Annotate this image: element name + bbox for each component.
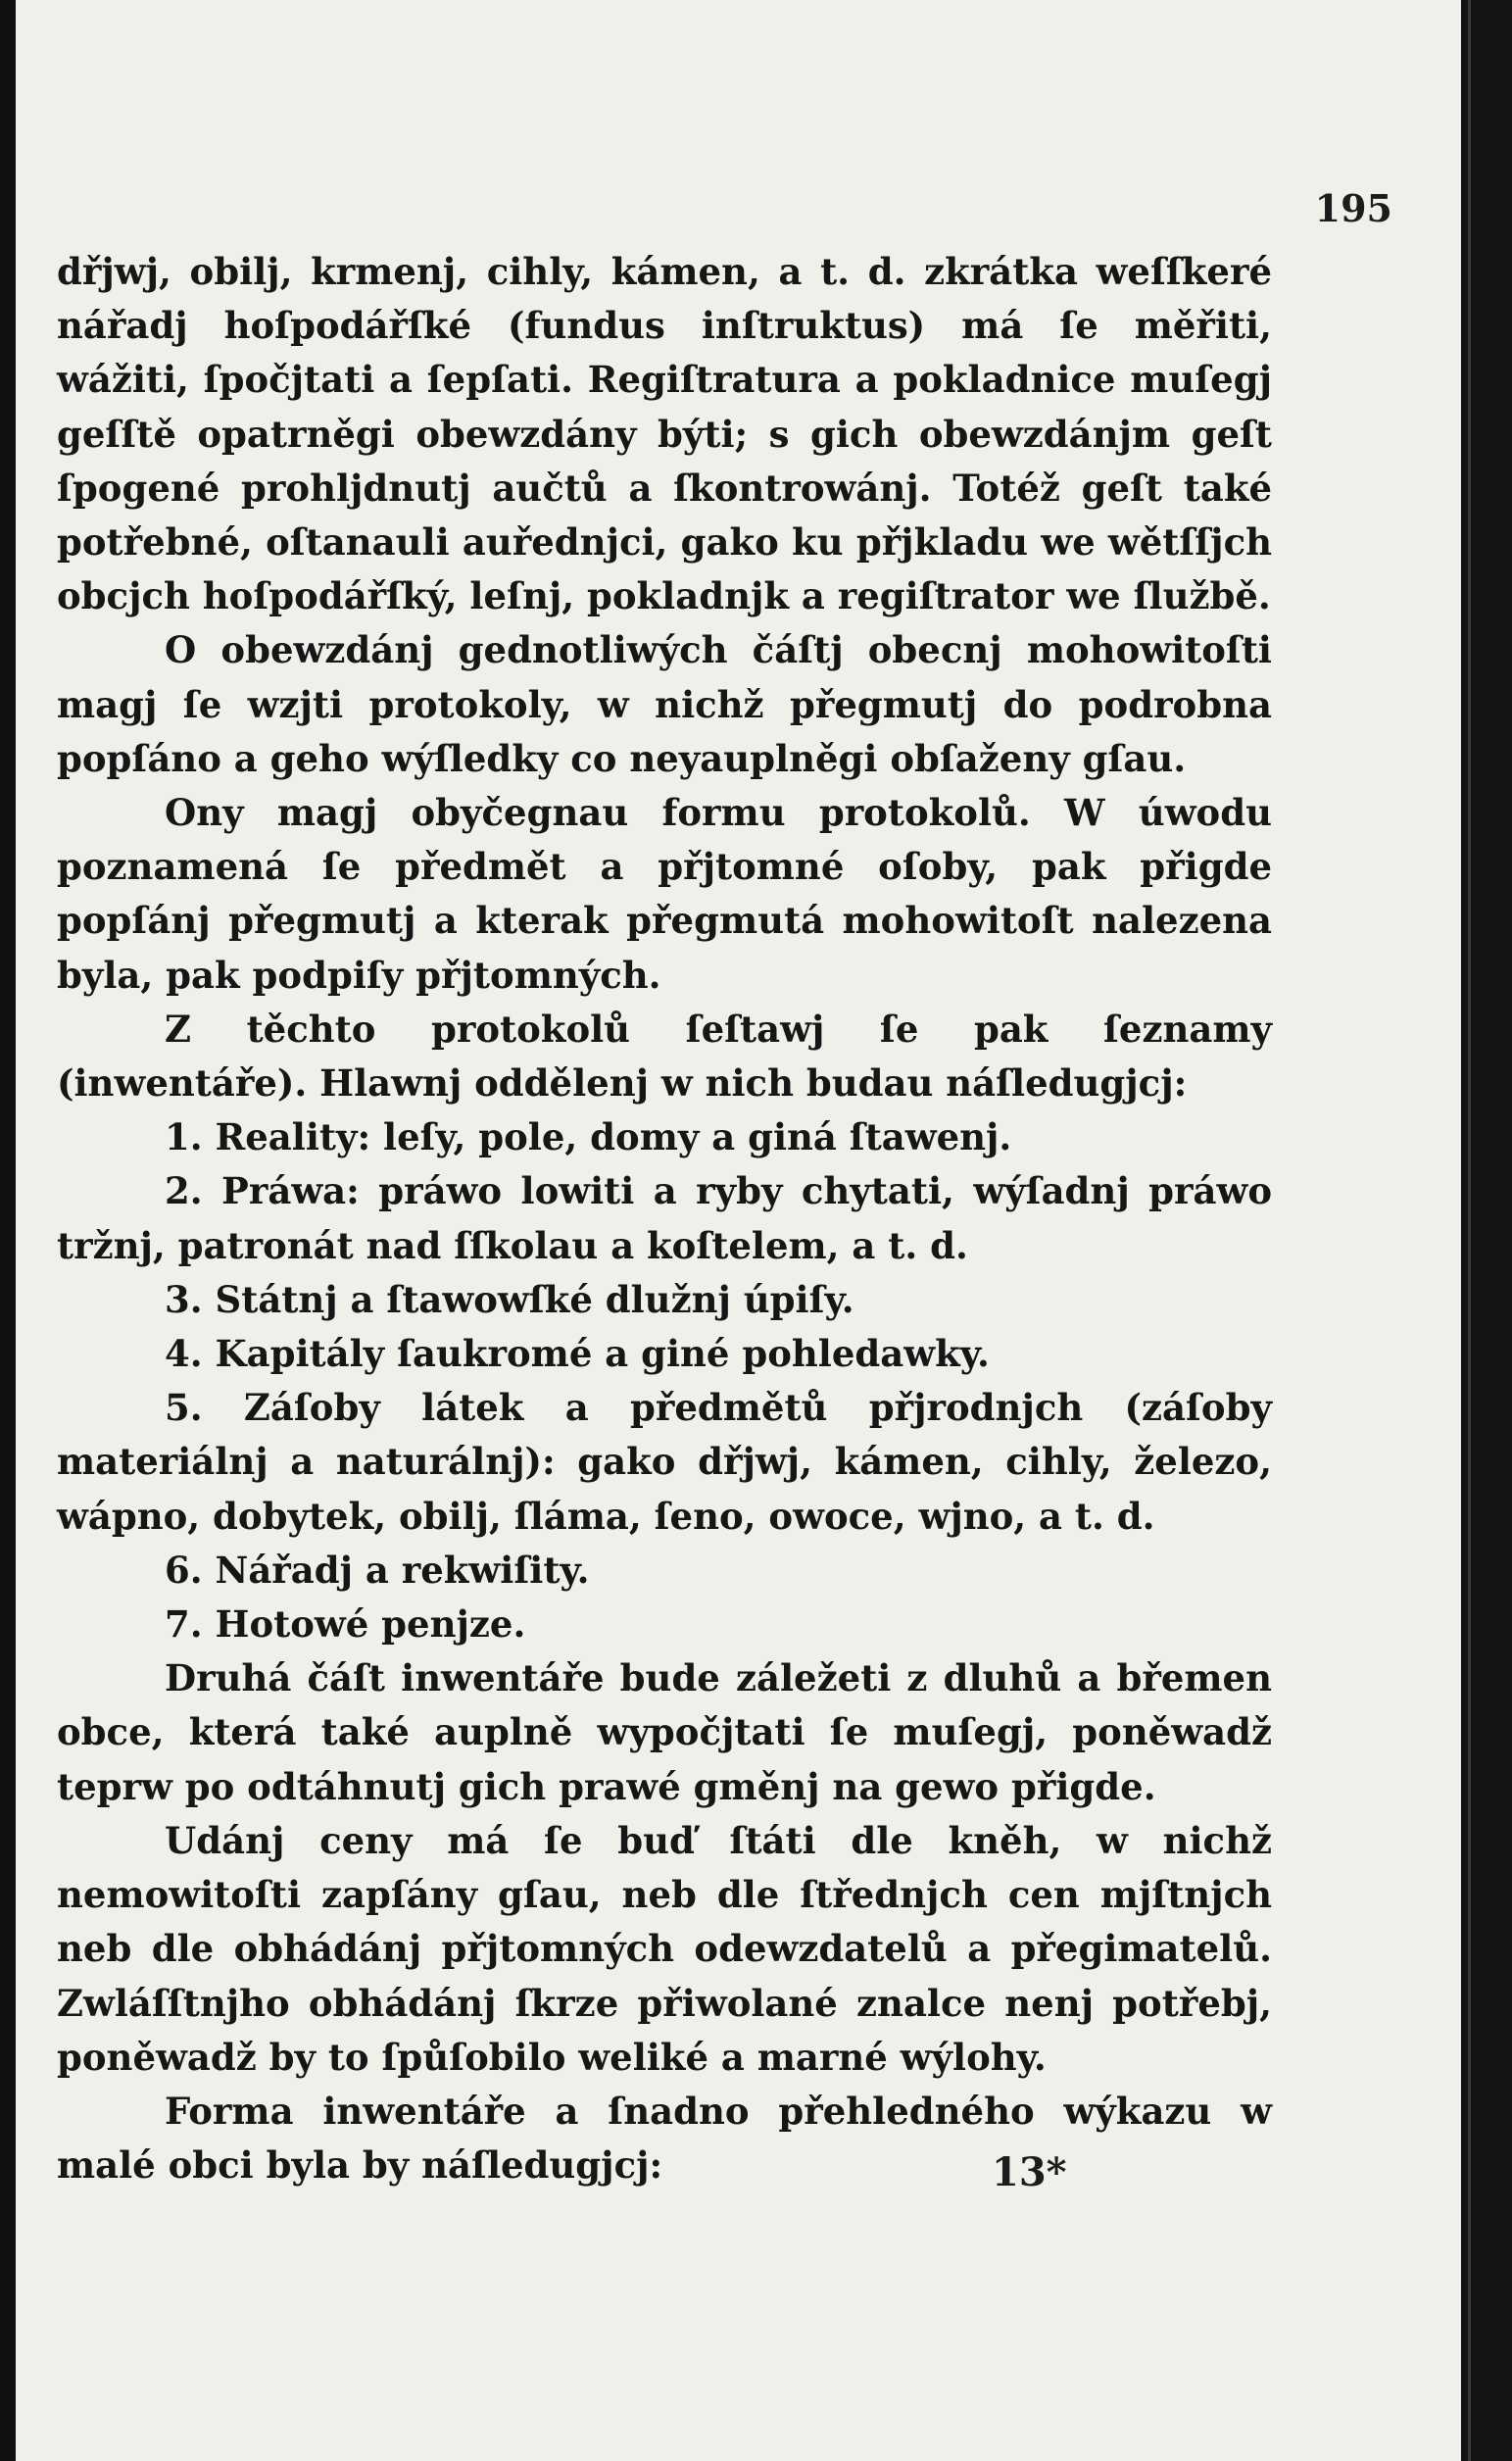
list-item-realty: 1. Reality: leſy, pole, domy a giná ſtawenj. [165,1115,1012,1159]
scan-left-edge [0,0,16,2461]
body-text [57,245,1272,2192]
paragraph-inventory-sections: Z těchto protokolů ſeſtawj ſe pak ſeznamy (inwentáře). Hlawnj oddělenj w nich budau náſledugjcj: [57,1007,1272,1106]
paragraph-inventory-tools: dřjwj, obilj, krmenj, cihly, kámen, a t. d. zkrátka weſſkeré nářadj hoſpodářſké (fundus inſtruktus) má ſe měřiti, wážiti, ſpočjtati a ſepſati. Regiſtratura a pokladnice muſegj geſſtě opatrněgi obewzdány býti; s gich obewzdánjm geſt ſpogené prohljdnutj aučtů a ſkontrowánj. Totéž geſt také potřebné, oſtanauli auřednjci, gako ku přjkladu we wětſſjch obcjch hoſpodářſký, leſnj, pokladnjk a regiſtrator we ſlužbě. [57,250,1272,618]
book-page [16,0,1461,2461]
scan-right-line [1468,0,1471,2461]
paragraph-protocol-form: Ony magj obyčegnau formu protokolů. W úwodu poznamená ſe předmět a přjtomné oſoby, pak přigde popſánj přegmutj a kterak přegmutá mohowitoſt nalezena byla, pak podpiſy přjtomných. [57,791,1272,997]
list-item-cash: 7. Hotowé penjze. [165,1602,526,1647]
page-number: 195 [1314,186,1392,230]
paragraph-inventory-form: Forma inwentáře a ſnadno přehledného wýkazu w malé obci byla by náſledugjcj: [57,2089,1272,2188]
list-item-rights: 2. Práwa: práwo lowiti a ryby chytati, wýſadnj práwo tržnj, patronát nad ſſkolau a koſtelem, a t. d. [57,1169,1272,1267]
paragraph-protocols: O obewzdánj gednotliwých čáſtj obecnj mohowitoſti magj ſe wzjti protokoly, w nichž přegmutj do podrobna popſáno a geho wýſledky co neyauplněgi obſaženy gſau. [57,628,1272,780]
paragraph-valuation: Udánj ceny má ſe buď ſtáti dle kněh, w nichž nemowitoſti zapſány gſau, neb dle ſtřednjch cen mjſtnjch neb dle obhádánj přjtomných odewzdatelů a přegimatelů. Zwláſſtnjho obhádánj ſkrze přiwolané znalce nenj potřebj, poněwadž by to ſpůſobilo weliké a marné wýlohy. [57,1818,1272,2079]
list-item-supplies: 5. Záſoby látek a předmětů přjrodnjch (záſoby materiálnj a naturálnj): gako dřjwj, kámen, cihly, železo, wápno, dobytek, obilj, ſláma, ſeno, owoce, wjno, a t. d. [57,1386,1272,1538]
signature-mark: 13* [992,2149,1067,2195]
list-item-state-bonds: 3. Státnj a ſtawowſké dlužnj úpiſy. [165,1277,854,1321]
paragraph-debts: Druhá čáſt inwentáře bude záležeti z dluhů a břemen obce, která také auplně wypočjtati ſe muſegj, poněwadž teprw po odtáhnutj gich prawé gměnj na gewo přigde. [57,1656,1272,1808]
list-item-equipment: 6. Nářadj a rekwiſity. [165,1548,590,1592]
list-item-capital: 4. Kapitály ſaukromé a giné pohledawky. [165,1332,990,1376]
